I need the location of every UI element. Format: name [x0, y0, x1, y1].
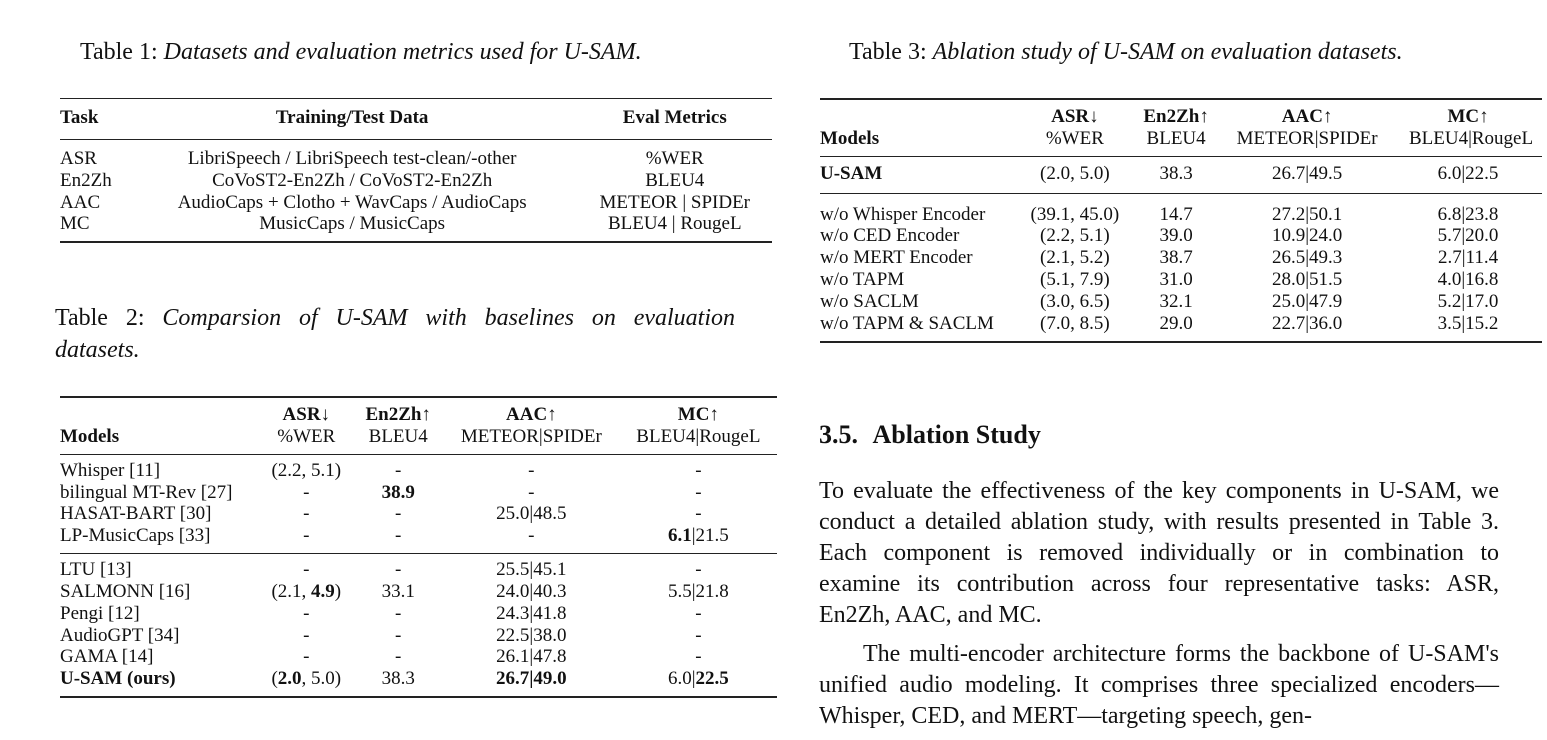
- table2-cell: [620, 668, 777, 697]
- table3-header-aac-sub: METEOR|SPIDEr: [1236, 127, 1378, 149]
- table2-cell: -: [695, 624, 702, 646]
- table2-cell: -: [528, 525, 535, 547]
- table3-cell-model: w/o TAPM: [820, 269, 905, 291]
- table2-row: [60, 503, 777, 525]
- table3-cell-model: w/o CED Encoder: [820, 225, 960, 247]
- table2-cell-post: ): [334, 580, 342, 602]
- table1-header-row: [60, 99, 772, 140]
- table1-row: [60, 213, 772, 242]
- table3-cell: 10.9|24.0: [1271, 225, 1343, 247]
- table2-header-mc-sub: BLEU4|RougeL: [636, 425, 761, 447]
- table1-cell: BLEU4 | RougeL: [607, 213, 742, 235]
- table2-cell: -: [303, 559, 310, 581]
- table2-cell: 38.3: [381, 668, 415, 690]
- table3-cell: 25.0|47.9: [1271, 290, 1343, 312]
- table3-row-full: [820, 156, 1542, 193]
- table1-cell: MC: [60, 213, 90, 235]
- table2-cell-model: HASAT-BART [30]: [60, 503, 212, 525]
- table1-row: [60, 139, 772, 169]
- section-number: 3.5.: [819, 420, 858, 449]
- table2-cell-model: LP-MusicCaps [33]: [60, 525, 211, 547]
- table3-row: [820, 247, 1542, 269]
- table3-cell: 6.8|23.8: [1437, 203, 1499, 225]
- table2-cell-pre: (2.1,: [271, 580, 312, 602]
- table3-header-asr: ASR↓: [1051, 106, 1099, 127]
- table2-row: [60, 603, 777, 625]
- table2-cell-model: Whisper [11]: [60, 459, 161, 481]
- table2-cell: -: [395, 525, 402, 547]
- table1-cell: ASR: [60, 147, 97, 169]
- table2-cell: 24.0|40.3: [496, 580, 567, 602]
- table3-cell: 31.0: [1159, 269, 1193, 291]
- table2-cell-model: AudioGPT [34]: [60, 624, 180, 646]
- table1-row: [60, 170, 772, 192]
- table2-header-row-2: [60, 426, 777, 454]
- table3: [820, 98, 1542, 343]
- table3-cell: (5.1, 7.9): [1040, 269, 1110, 291]
- table2-caption: [55, 302, 735, 366]
- table2-cell: -: [695, 646, 702, 668]
- section-body: [819, 476, 1499, 732]
- table2-row: [60, 581, 777, 603]
- table2-cell-model: SALMONN [16]: [60, 580, 191, 602]
- table2-cell: -: [395, 559, 402, 581]
- table2-label: Table 2:: [55, 305, 145, 331]
- table3-cell: 32.1: [1159, 290, 1193, 312]
- table3-cell: 2.7|11.4: [1437, 247, 1499, 269]
- table2-row: [60, 646, 777, 668]
- table3-caption: [849, 36, 1403, 68]
- table3-cell: 39.0: [1159, 225, 1193, 247]
- table3-cell: (2.1, 5.2): [1040, 247, 1110, 269]
- table2-cell: -: [303, 481, 310, 503]
- table3-cell: (3.0, 6.5): [1040, 290, 1110, 312]
- table3-cell: 38.3: [1159, 162, 1193, 184]
- table3-cell: 6.0|22.5: [1437, 162, 1499, 184]
- table2-cell-bold: 22.5: [695, 668, 729, 690]
- table3-cell-model: w/o MERT Encoder: [820, 247, 973, 269]
- table2-cell: 24.3|41.8: [496, 602, 567, 624]
- table2-header-en2zh-sub: BLEU4: [368, 425, 428, 447]
- table3-cell: 26.7|49.5: [1271, 162, 1343, 184]
- table2-cell: 5.5|21.8: [667, 580, 729, 602]
- table2-cell-bold: 6.1: [667, 525, 692, 547]
- table3-header-models: Models: [820, 127, 880, 149]
- table3-header-mc: MC↑: [1447, 106, 1489, 127]
- table2-cell-rest: |21.5: [691, 525, 729, 547]
- paragraph-1: To evaluate the effectiveness of the key components in U-SAM, we conduct a detailed ablation study, with results presented in Table 3. Each component is removed individually or in combination to examine its contribution across four representative tasks: ASR, En2Zh, AAC, and MC.: [819, 478, 1499, 628]
- table2-cell: [259, 581, 353, 603]
- table1-cell: AudioCaps + Clotho + WavCaps / AudioCaps: [177, 191, 527, 213]
- table2-cell: 38.9: [381, 481, 415, 503]
- table3-row: [820, 269, 1542, 291]
- table2-cell: -: [395, 646, 402, 668]
- table2-cell-pre: 6.0|: [667, 668, 696, 690]
- table3-header-aac: AAC↑: [1281, 106, 1333, 127]
- table3-cell-model: U-SAM: [820, 162, 883, 184]
- table3-cell: 29.0: [1159, 312, 1193, 334]
- table3-cell-model: w/o SACLM: [820, 290, 919, 312]
- table2-cell-model: bilingual MT-Rev [27]: [60, 481, 233, 503]
- table1-cell: MusicCaps / MusicCaps: [259, 213, 446, 235]
- table2-cell: 25.5|45.1: [496, 559, 567, 581]
- table2-cell-model: Pengi [12]: [60, 602, 140, 624]
- table2-row: [60, 525, 777, 553]
- table2-row: [60, 454, 777, 481]
- section-title: Ablation Study: [872, 420, 1041, 449]
- table1-caption: [80, 36, 642, 68]
- table3-row: [820, 291, 1542, 313]
- table3-header-en2zh-sub: BLEU4: [1146, 127, 1206, 149]
- table2-cell-model: U-SAM (ours): [60, 668, 176, 690]
- table2-cell: -: [303, 646, 310, 668]
- table3-cell: 5.7|20.0: [1437, 225, 1499, 247]
- table2-cell: -: [303, 503, 310, 525]
- table2-cell-post: , 5.0): [301, 668, 342, 690]
- table2-cell: 33.1: [381, 580, 415, 602]
- table3-cell-model: w/o Whisper Encoder: [820, 203, 986, 225]
- table1-header-metrics: Eval Metrics: [622, 107, 727, 128]
- table3-cell: (39.1, 45.0): [1030, 203, 1120, 225]
- table2-header-asr-sub: %WER: [277, 425, 336, 447]
- table2: [60, 396, 777, 698]
- table3-header-row-1: [820, 99, 1542, 128]
- table2-row: [60, 554, 777, 581]
- table2-cell-bold: 2.0: [277, 668, 302, 690]
- table3-cell: 27.2|50.1: [1271, 203, 1343, 225]
- table2-cell-model: LTU [13]: [60, 559, 132, 581]
- table2-cell: [620, 525, 777, 553]
- table2-cell: -: [395, 503, 402, 525]
- table2-cell: [259, 668, 353, 697]
- table3-header-asr-sub: %WER: [1045, 127, 1104, 149]
- table2-cell: -: [695, 559, 702, 581]
- table3-cell: 3.5|15.2: [1437, 312, 1499, 334]
- table2-cell: -: [695, 481, 702, 503]
- table2-cell-model: GAMA [14]: [60, 646, 154, 668]
- table3-row: [820, 225, 1542, 247]
- table2-cell: -: [303, 624, 310, 646]
- table2-row: [60, 625, 777, 647]
- table1-header-data: Training/Test Data: [275, 107, 429, 128]
- table1-cell: CoVoST2-En2Zh / CoVoST2-En2Zh: [212, 169, 493, 191]
- table2-cell: -: [695, 503, 702, 525]
- table2-cell: -: [303, 602, 310, 624]
- table3-cell: 4.0|16.8: [1437, 269, 1499, 291]
- table2-cell-bold: 4.9: [311, 580, 335, 602]
- table2-title-line1: Comparsion of U-SAM with baselines on evaluation: [162, 305, 736, 331]
- table3-cell: 38.7: [1159, 247, 1193, 269]
- table3-header-mc-sub: BLEU4|RougeL: [1408, 127, 1534, 149]
- table2-cell: 25.0|48.5: [496, 503, 567, 525]
- table2-cell: -: [695, 459, 702, 481]
- table2-header-asr: ASR↓: [282, 404, 331, 425]
- table2-cell-pre: (: [271, 668, 278, 690]
- table2-header-models: Models: [60, 425, 120, 447]
- table1-cell: %WER: [645, 147, 704, 169]
- table2-header-row-1: [60, 397, 777, 426]
- table3-cell: 14.7: [1159, 203, 1193, 225]
- table1-cell: En2Zh: [60, 169, 112, 191]
- table2-cell: -: [395, 624, 402, 646]
- table2-header-en2zh: En2Zh↑: [365, 404, 431, 425]
- table3-row: [820, 193, 1542, 225]
- table3-header-en2zh: En2Zh↑: [1143, 106, 1209, 127]
- table2-cell: 22.5|38.0: [496, 624, 567, 646]
- table3-cell: (7.0, 8.5): [1040, 312, 1110, 334]
- table3-label: Table 3:: [849, 39, 927, 65]
- section-heading: [819, 420, 1041, 450]
- table1-title: Datasets and evaluation metrics used for U-SAM.: [163, 39, 642, 65]
- table2-header-aac: AAC↑: [506, 404, 557, 425]
- table1-header-task: Task: [60, 107, 99, 128]
- table1-row: [60, 192, 772, 214]
- table3-cell-model: w/o TAPM & SACLM: [820, 312, 994, 334]
- table2-cell: -: [528, 481, 535, 503]
- table3-title: Ablation study of U-SAM on evaluation datasets.: [932, 39, 1403, 65]
- table3-cell: 5.2|17.0: [1437, 290, 1499, 312]
- table3-cell: (2.0, 5.0): [1040, 162, 1110, 184]
- table3-row: [820, 313, 1542, 342]
- table2-cell: (2.2, 5.1): [271, 459, 342, 481]
- table1-cell: LibriSpeech / LibriSpeech test-clean/-other: [187, 147, 517, 169]
- table2-header-mc: MC↑: [677, 404, 719, 425]
- table1-cell: BLEU4: [645, 169, 705, 191]
- table1-cell: AAC: [60, 191, 101, 213]
- paragraph-2: The multi-encoder architecture forms the backbone of U-SAM's unified audio modeling. It comprises three specialized encoders—Whisper, CED, and MERT—targeting speech, gen-: [819, 641, 1499, 729]
- table1: [60, 98, 772, 243]
- table1-cell: METEOR | SPIDEr: [599, 191, 751, 213]
- table3-header-row-2: [820, 128, 1542, 156]
- table1-label: Table 1:: [80, 39, 158, 65]
- table2-row-ours: [60, 668, 777, 697]
- table2-cell: -: [395, 602, 402, 624]
- table2-cell: -: [695, 602, 702, 624]
- table2-cell: -: [528, 459, 535, 481]
- table2-cell: -: [303, 525, 310, 547]
- table3-cell: (2.2, 5.1): [1040, 225, 1110, 247]
- table2-header-aac-sub: METEOR|SPIDEr: [460, 425, 602, 447]
- table2-cell: 26.7|49.0: [495, 668, 567, 690]
- table2-cell: 26.1|47.8: [496, 646, 567, 668]
- table3-cell: 28.0|51.5: [1271, 269, 1343, 291]
- table3-cell: 26.5|49.3: [1271, 247, 1343, 269]
- table2-row: [60, 482, 777, 504]
- table3-cell: 22.7|36.0: [1271, 312, 1343, 334]
- table2-cell: -: [395, 459, 402, 481]
- table2-title-line2: datasets.: [55, 337, 140, 363]
